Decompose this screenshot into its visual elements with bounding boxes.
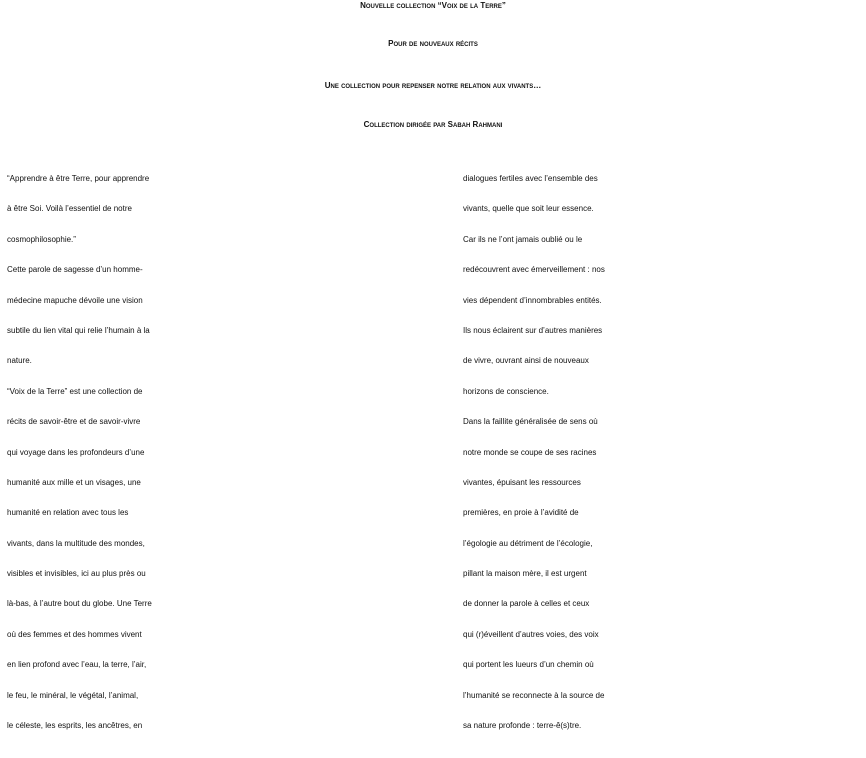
text-line: l’humanité se reconnecte à la source de	[463, 690, 605, 700]
text-line: Car ils ne l’ont jamais oublié ou le	[463, 234, 583, 244]
text-line: sa nature profonde : terre-ê(s)tre.	[463, 721, 582, 731]
text-line: premières, en proie à l’avidité de	[463, 508, 579, 518]
text-line: redécouvrent avec émerveillement : nos	[463, 265, 605, 275]
text-line: Cette parole de sagesse d’un homme-	[7, 265, 143, 275]
text-line: Ils nous éclairent sur d’autres manières	[463, 325, 603, 335]
text-line: qui (r)éveillent d’autres voies, des voix	[463, 629, 599, 639]
text-line: cosmophilosophie.”	[7, 234, 76, 244]
collection-subtitle: Pour de nouveaux récits	[388, 39, 478, 48]
text-line: où des femmes et des hommes vivent	[7, 629, 142, 639]
text-line: pillant la maison mère, il est urgent	[463, 569, 587, 579]
text-line: récits de savoir-être et de savoir-vivre	[7, 417, 141, 427]
right-text-column	[463, 164, 866, 741]
text-line: horizons de conscience.	[463, 386, 549, 396]
text-line: qui voyage dans les profondeurs d’une	[7, 447, 145, 457]
text-line: Dans la faillite généralisée de sens où	[463, 417, 598, 427]
text-line: médecine mapuche dévoile une vision	[7, 295, 143, 305]
text-line: “Apprendre à être Terre, pour apprendre	[7, 174, 150, 183]
text-line: de vivre, ouvrant ainsi de nouveaux	[463, 356, 589, 366]
text-line: “Voix de la Terre” est une collection de	[7, 386, 143, 396]
collection-tagline: Une collection pour repenser notre relation aux vivants…	[324, 81, 542, 90]
text-line: là-bas, à l’autre bout du globe. Une Terre	[7, 599, 152, 609]
text-line: visibles et invisibles, ici au plus près ou	[7, 569, 146, 579]
text-line: humanité en relation avec tous les	[7, 508, 129, 518]
text-line: vivants, quelle que soit leur essence.	[463, 204, 594, 214]
text-line: humanité aux mille et un visages, une	[7, 477, 141, 487]
text-line: qui portent les lueurs d’un chemin où	[463, 660, 594, 670]
text-line: subtile du lien vital qui relie l’humain à la	[7, 325, 150, 335]
text-line: de donner la parole à celles et ceux	[463, 599, 590, 609]
text-line: notre monde se coupe de ses racines	[463, 447, 597, 457]
text-line: vivants, dans la multitude des mondes,	[7, 538, 145, 548]
text-line: à être Soi. Voilà l’essentiel de notre	[7, 204, 132, 214]
text-line: en lien profond avec l’eau, la terre, l’air,	[7, 660, 147, 670]
text-line: le céleste, les esprits, les ancêtres, en	[7, 721, 143, 731]
collection-director: Collection dirigée par Sabah Rahmani	[363, 120, 503, 129]
text-line: l’égologie au détriment de l’écologie,	[463, 538, 593, 548]
text-line: vies dépendent d’innombrables entités.	[463, 295, 602, 305]
text-line: le feu, le minéral, le végétal, l’animal,	[7, 690, 139, 700]
text-line: dialogues fertiles avec l’ensemble des	[463, 174, 598, 183]
text-line: nature.	[7, 356, 32, 366]
text-line: vivantes, épuisant les ressources	[463, 477, 581, 487]
left-text-column	[7, 164, 412, 741]
collection-title: Nouvelle collection “Voix de la Terre”	[360, 1, 506, 10]
